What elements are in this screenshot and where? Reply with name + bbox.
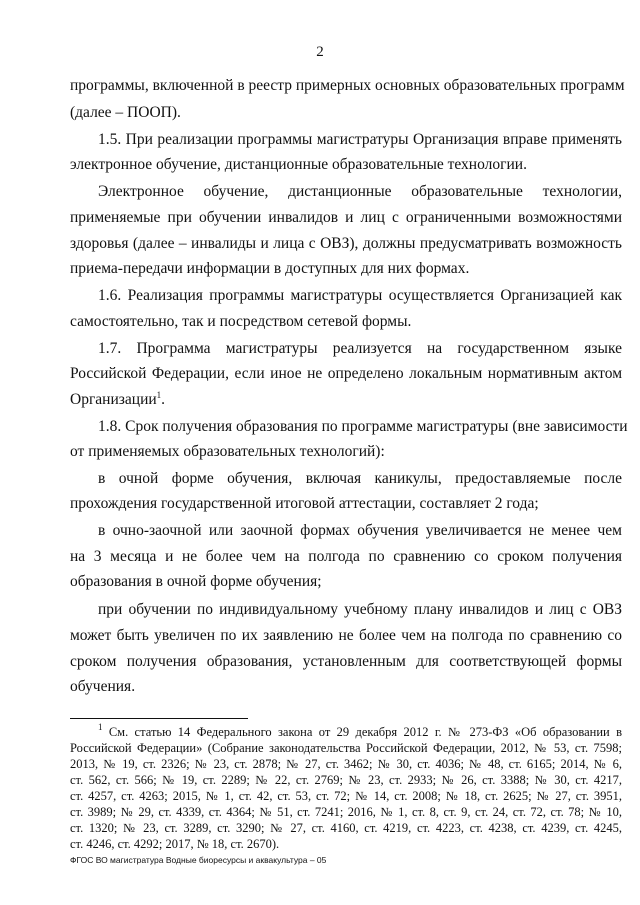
text-line: 1.5. При реализации программы магистратуры Организация вправе применять	[98, 131, 622, 148]
text-line: приема-передачи информации в доступных для них формах.	[70, 260, 470, 277]
text-line: Электронное обучение, дистанционные образовательные технологии,	[98, 183, 622, 200]
text-line: может быть увеличен по их заявлению не более чем на полгода по сравнению со	[70, 627, 622, 644]
footnote-line	[98, 722, 622, 740]
text-line: самостоятельно, так и посредством сетевой формы.	[70, 313, 412, 330]
footnote-line: ст. 1320; № 23, ст. 3289, ст. 3290; № 27, ст. 4160, ст. 4219, ст. 4223, ст. 4238, ст. 4239, ст. 4245,	[70, 821, 622, 835]
text-line: Российской Федерации, если иное не определено локальным нормативным актом	[70, 365, 622, 382]
text-line: образования в очной форме обучения;	[70, 573, 322, 590]
text-line: при обучении по индивидуальному учебному плану инвалидов и лиц с ОВЗ	[98, 601, 622, 618]
text-line: (далее – ПООП).	[70, 104, 181, 121]
text-line: здоровья (далее – инвалиды и лица с ОВЗ), должны предусматривать возможность	[70, 235, 622, 252]
text-line: на 3 месяца и не более чем на полгода по сравнению со сроком получения	[70, 548, 622, 565]
footnote-separator	[70, 718, 248, 719]
footnote-line: ст. 562, ст. 566; № 19, ст. 2289; № 22, ст. 2769; № 23, ст. 2933; № 26, ст. 3388; № 30, ст. 4217,	[70, 773, 622, 787]
text-line: 1.8. Срок получения образования по программе магистратуры (вне зависимости	[98, 418, 628, 435]
text-line: 1.7. Программа магистратуры реализуется на государственном языке	[98, 340, 622, 357]
footnote-marker: 1	[156, 390, 162, 400]
page-footer: ФГОС ВО магистратура Водные биоресурсы и аквакультура – 05	[70, 855, 327, 865]
text-line	[70, 390, 165, 410]
footnote-number: 1	[98, 722, 103, 732]
footnote-line: ст. 4257, ст. 4263; 2015, № 1, ст. 42, ст. 53, ст. 72; № 14, ст. 2008; № 18, ст. 2625; № 27, ст. 3951,	[70, 789, 622, 803]
text-line: электронное обучение, дистанционные образовательные технологии.	[70, 156, 527, 173]
page-number: 2	[316, 44, 324, 60]
footnote-line: Российской Федерации» (Собрание законодательства Российской Федерации, 2012, № 53, ст. 7598;	[70, 741, 622, 755]
footnote-line: 2013, № 19, ст. 2326; № 23, ст. 2878; № 27, ст. 3462; № 30, ст. 4036; № 48, ст. 6165; 2014, № 6,	[70, 757, 622, 771]
text-line: 1.6. Реализация программы магистратуры осуществляется Организацией как	[98, 287, 622, 304]
text-line: программы, включенной в реестр примерных основных образовательных программ	[70, 77, 625, 94]
footnote-text: См. статью 14 Федерального закона от 29 декабря 2012 г. № 273-ФЗ «Об образовании в	[108, 725, 622, 739]
text-line: обучения.	[70, 678, 136, 695]
text-fragment: Организации	[70, 391, 157, 408]
text-line: от применяемых образовательных технологий):	[70, 443, 385, 460]
period: .	[161, 391, 166, 408]
text-line: прохождения государственной итоговой аттестации, составляет 2 года;	[70, 495, 539, 512]
text-line: в очной форме обучения, включая каникулы, предоставляемые после	[98, 470, 622, 487]
text-line: применяемые при обучении инвалидов и лиц с ограниченными возможностями	[70, 209, 622, 226]
text-line: сроком получения образования, установленным для соответствующей формы	[70, 653, 622, 670]
text-line: в очно-заочной или заочной формах обучения увеличивается не менее чем	[98, 522, 622, 539]
footnote-line: ст. 4246, ст. 4292; 2017, № 18, ст. 2670).	[70, 837, 280, 851]
footnote-line: ст. 3989; № 29, ст. 4339, ст. 4364; № 51, ст. 7241; 2016, № 1, ст. 8, ст. 9, ст. 24, ст. 72, ст. 78; № 10,	[70, 805, 622, 819]
